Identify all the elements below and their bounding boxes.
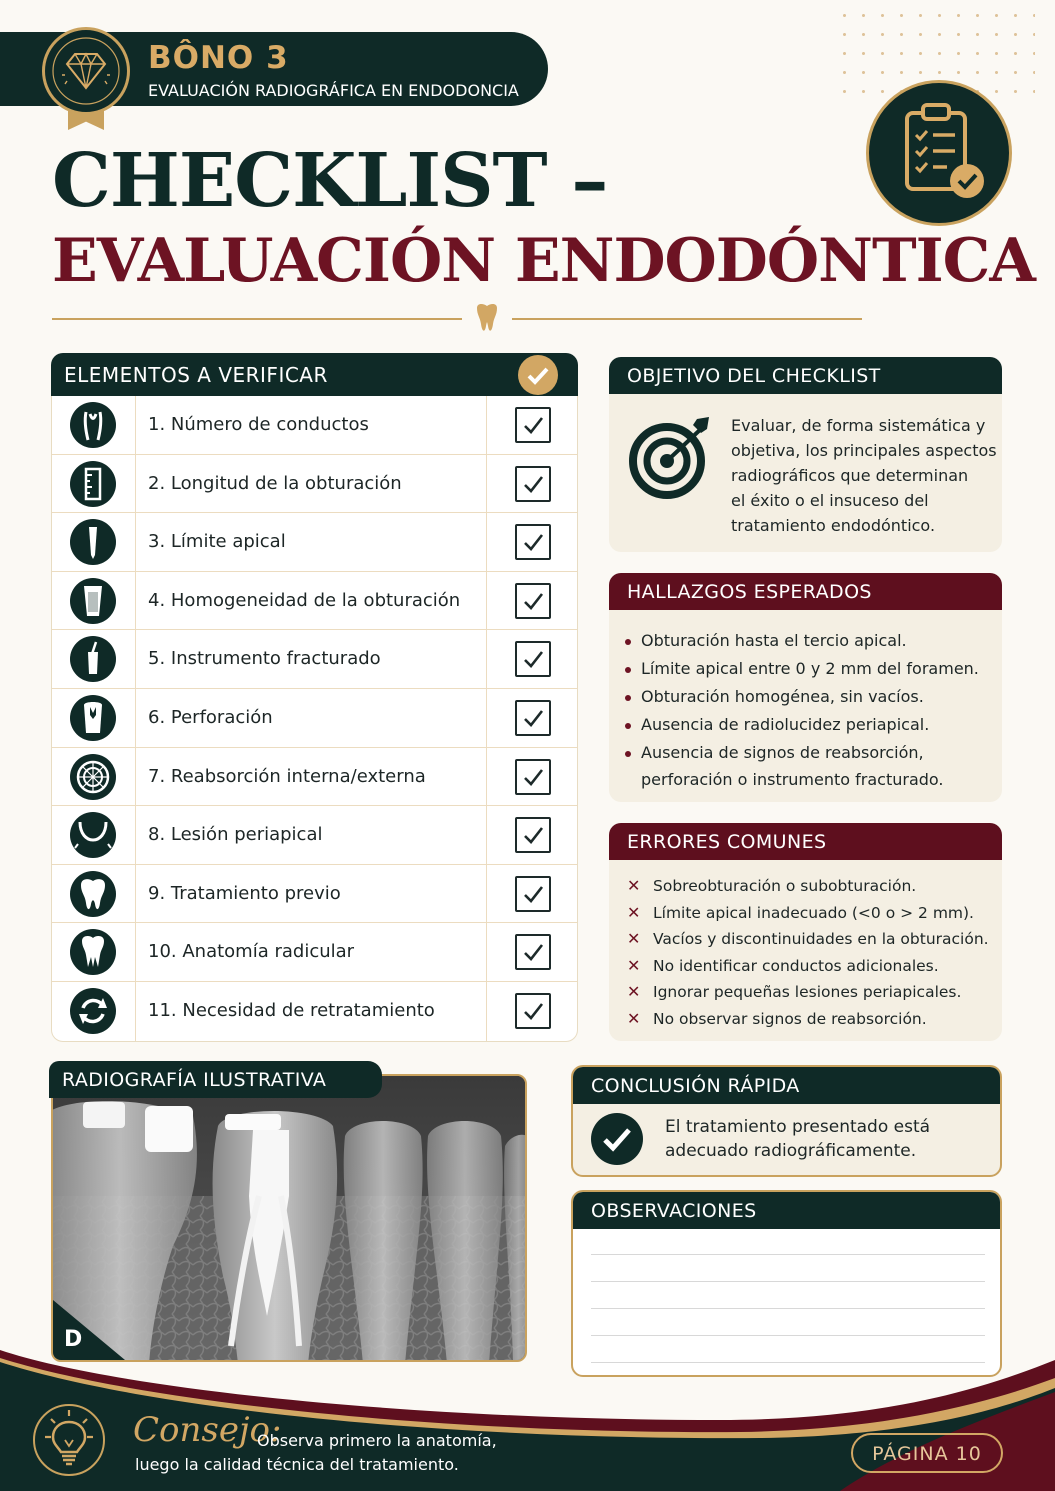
checklist-box-cell (486, 806, 577, 864)
error-text: No identificar conductos adicionales. (653, 956, 939, 975)
checkmark-icon (517, 468, 549, 500)
checkbox[interactable] (515, 407, 551, 443)
radiograph-header (49, 1061, 382, 1098)
checklist-heading: ELEMENTOS A VERIFICAR (64, 363, 328, 387)
checkbox[interactable] (515, 759, 551, 795)
conclusion-line: El tratamiento presentado está (665, 1117, 931, 1137)
error-text: No observar signos de reabsorción. (653, 1009, 927, 1028)
objective-line: el éxito o el insuceso del (731, 491, 929, 510)
target-icon (627, 415, 711, 499)
checklist-item-label: 5. Instrumento fracturado (148, 648, 381, 670)
list-item: Ausencia de signos de reabsorción, (625, 739, 979, 767)
objective-line: tratamiento endodóntico. (731, 516, 936, 535)
checklist-icon-cell (52, 865, 136, 923)
checklist-row (52, 513, 577, 572)
checklist-icon-cell (52, 572, 136, 630)
cross-icon: ✕ (627, 1008, 641, 1028)
checklist-row (52, 982, 577, 1041)
list-item: Límite apical entre 0 y 2 mm del foramen. (625, 655, 979, 683)
list-item-continuation: perforación o instrumento fracturado. (641, 770, 944, 789)
checklist-box-cell (486, 630, 577, 688)
error-text: Ignorar pequeñas lesiones periapicales. (653, 983, 962, 1001)
list-item (625, 900, 989, 927)
cross-icon: ✕ (627, 929, 641, 948)
checkmark-icon (517, 643, 549, 675)
checklist-icon-cell (52, 748, 136, 806)
checklist-box-cell (486, 689, 577, 747)
tooth-divider-icon (472, 302, 502, 336)
conclusion-line: adecuado radiográficamente. (665, 1141, 917, 1161)
bono-title: BÔNO 3 (148, 40, 289, 76)
filling-icon (70, 578, 116, 624)
checkbox[interactable] (515, 934, 551, 970)
list-item: Obturación hasta el tercio apical. (625, 627, 979, 655)
checkmark-icon (517, 409, 549, 441)
checklist-box-cell (486, 865, 577, 923)
perforation-icon (70, 695, 116, 741)
writing-line[interactable] (591, 1281, 985, 1282)
error-text: Límite apical inadecuado (<0 o > 2 mm). (653, 903, 974, 922)
objective-heading: OBJETIVO DEL CHECKLIST (627, 365, 881, 387)
checklist-icon-cell (52, 923, 136, 981)
checklist-row (52, 689, 577, 748)
observations-heading: OBSERVACIONES (591, 1200, 757, 1222)
ruler-icon (70, 461, 116, 507)
errors-heading: ERRORES COMUNES (627, 831, 827, 853)
radiograph-image (51, 1074, 527, 1362)
list-item (625, 979, 989, 1006)
check-badge-icon (518, 355, 558, 395)
errors-header (609, 823, 1002, 860)
checklist-box-cell (486, 923, 577, 981)
checklist-row (52, 455, 577, 514)
checklist-item-label: 8. Lesión periapical (148, 824, 323, 846)
lesion-icon (70, 812, 116, 858)
tooth-icon (70, 871, 116, 917)
checklist-header (51, 353, 578, 396)
checkmark-icon (517, 936, 549, 968)
checklist-row (52, 572, 577, 631)
radiograph-heading: RADIOGRAFÍA ILUSTRATIVA (62, 1069, 327, 1091)
list-item (625, 873, 989, 900)
objective-line: objetiva, los principales aspectos (731, 441, 997, 460)
list-item (625, 1006, 989, 1033)
checklist-icon-cell (52, 806, 136, 864)
errors-list (625, 873, 989, 1032)
checklist-box-cell (486, 513, 577, 571)
list-item (625, 953, 989, 980)
checkmark-icon (517, 702, 549, 734)
clipboard-check-icon (866, 80, 1012, 226)
retreatment-icon (70, 988, 116, 1034)
checklist-box-cell (486, 982, 577, 1041)
side-marker: D (64, 1327, 83, 1352)
bono-subtitle: EVALUACIÓN RADIOGRÁFICA EN ENDODONCIA (148, 81, 519, 100)
cross-icon: ✕ (627, 902, 641, 922)
page-number-badge (851, 1433, 1003, 1473)
title-divider-left (52, 318, 462, 320)
checkmark-icon (517, 585, 549, 617)
checklist-row (52, 806, 577, 865)
resorption-icon (70, 754, 116, 800)
checklist-row (52, 748, 577, 807)
checklist-icon-cell (52, 630, 136, 688)
cross-icon: ✕ (627, 982, 641, 1001)
check-circle-icon (591, 1113, 643, 1165)
conclusion-panel (571, 1065, 1002, 1177)
objective-line: Evaluar, de forma sistemática y (731, 416, 986, 435)
conclusion-header (573, 1067, 1000, 1104)
checklist-box-cell (486, 455, 577, 513)
errors-panel (609, 823, 1002, 1041)
checklist-item-label: 4. Homogeneidad de la obturación (148, 589, 461, 611)
checklist-icon-cell (52, 455, 136, 513)
title-divider-right (512, 318, 862, 320)
checkmark-icon (517, 995, 549, 1027)
cross-icon: ✕ (627, 955, 641, 975)
observations-header (573, 1192, 1000, 1229)
findings-header (609, 573, 1002, 610)
lightbulb-icon (33, 1404, 105, 1476)
diamond-medal-icon (42, 27, 130, 115)
findings-heading: HALLAZGOS ESPERADOS (627, 581, 872, 603)
writing-line[interactable] (591, 1254, 985, 1255)
root-canals-icon (70, 402, 116, 448)
checklist-row (52, 630, 577, 689)
root-anatomy-icon (70, 929, 116, 975)
conclusion-text (665, 1115, 930, 1163)
checkmark-icon (517, 526, 549, 558)
findings-list (625, 627, 979, 793)
error-text: Sobreobturación o subobturación. (653, 877, 917, 895)
checkmark-icon (517, 761, 549, 793)
checkbox[interactable] (515, 583, 551, 619)
list-item (625, 926, 989, 953)
broken-file-icon (70, 636, 116, 682)
checkbox[interactable] (515, 524, 551, 560)
list-item: Ausencia de radiolucidez periapical. (625, 711, 979, 739)
checklist-item-label: 3. Límite apical (148, 531, 286, 553)
cross-icon: ✕ (627, 876, 641, 895)
tip-label: Consejo: (133, 1410, 282, 1450)
checkbox[interactable] (515, 876, 551, 912)
conclusion-heading: CONCLUSIÓN RÁPIDA (591, 1075, 800, 1097)
checkmark-icon (517, 819, 549, 851)
checklist-item-label: 2. Longitud de la obturación (148, 472, 402, 494)
objective-panel (609, 357, 1002, 552)
objective-text (731, 413, 997, 538)
checklist-table (51, 396, 578, 1042)
checkbox[interactable] (515, 993, 551, 1029)
checklist-row (52, 865, 577, 924)
tip-text-line2: luego la calidad técnica del tratamiento. (135, 1455, 459, 1474)
checklist-item-label: 1. Número de conductos (148, 414, 369, 435)
checkbox[interactable] (515, 641, 551, 677)
list-item: Obturación homogénea, sin vacíos. (625, 683, 979, 711)
checklist-icon-cell (52, 689, 136, 747)
findings-panel (609, 573, 1002, 802)
writing-line[interactable] (591, 1308, 985, 1309)
checkbox[interactable] (515, 817, 551, 853)
error-text: Vacíos y discontinuidades en la obturación. (653, 930, 989, 948)
checklist-icon-cell (52, 982, 136, 1041)
checklist-item-label: 11. Necesidad de retratamiento (148, 1000, 435, 1021)
checkmark-icon (517, 878, 549, 910)
checkbox[interactable] (515, 466, 551, 502)
checklist-icon-cell (52, 396, 136, 454)
objective-header (609, 357, 1002, 394)
checklist-item-label: 10. Anatomía radicular (148, 941, 355, 963)
apex-icon (70, 519, 116, 565)
page-number: PÁGINA 10 (872, 1443, 982, 1465)
checklist-item-label: 9. Tratamiento previo (148, 882, 341, 904)
checklist-row (52, 396, 577, 455)
objective-line: radiográficos que determinan (731, 466, 969, 485)
checklist-icon-cell (52, 513, 136, 571)
checklist-item-label: 6. Perforación (148, 707, 273, 728)
checklist-row (52, 923, 577, 982)
checklist-box-cell (486, 396, 577, 454)
checklist-box-cell (486, 572, 577, 630)
checklist-item-label: 7. Reabsorción interna/externa (148, 765, 426, 787)
page-title: CHECKLIST – (52, 138, 608, 224)
checklist-box-cell (486, 748, 577, 806)
tip-text-line1: Observa primero la anatomía, (257, 1431, 497, 1450)
page-title-secondary: EVALUACIÓN ENDODÓNTICA (52, 226, 1035, 296)
checkbox[interactable] (515, 700, 551, 736)
